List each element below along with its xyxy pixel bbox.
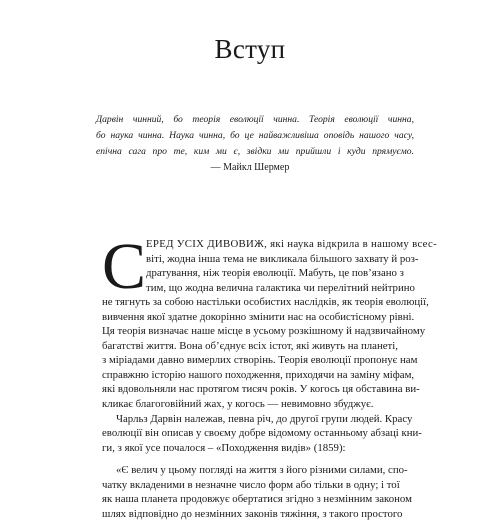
body-line: еволюції він описав у своєму добре відомому останньому абзаці кни-: [102, 427, 422, 440]
drop-cap: С: [102, 230, 147, 303]
body-text: [102, 230, 438, 521]
body-line: дратування, ніж теорія еволюції. Мабуть, це пов’язано з: [146, 267, 404, 280]
epigraph: [96, 112, 414, 160]
quote-gap: [102, 455, 392, 463]
page-title: Вступ: [214, 34, 286, 64]
body-line: вивчення якої здатне докорінно змінити нас на особистісному рівні.: [102, 310, 415, 323]
body-line: тим, що жодна велична галактика чи перелітний нейтрино: [146, 281, 415, 294]
body-line: ЕРЕД УСІХ ДИВОВИЖ, які наука відкрила в нашому всес-: [146, 238, 438, 250]
body-line: кликає благоговійний жах, у когось — невимовно збуджує.: [102, 398, 374, 411]
quote-line: як наша планета продовжує обертатися згідно з незмінним законом: [102, 493, 412, 506]
body-line: які вдовольняли нас протягом тисяч років. У когось ця обставина ви-: [102, 383, 420, 396]
epigraph-attribution: — Майкл Шермер: [210, 162, 290, 173]
epigraph-line: бо наука чинна. Наука чинна, бо це найважливіша оповідь нашого часу,: [96, 130, 414, 141]
body-line: багатстві життя. Вона об’єднує всіх істот, які живуть на планеті,: [102, 339, 398, 352]
body-line: віті, жодна інша тема не викликала більшого захвату й роз-: [146, 252, 419, 265]
epigraph-line: епічна сага про те, ким ми є, звідки ми прийшли і куди прямуємо.: [96, 146, 414, 157]
epigraph-line: Дарвін чинний, бо теорія еволюції чинна. Теорія еволюції чинна,: [96, 114, 414, 125]
quote-line: чатку вкладеними в незначне число форм або тільки в одну; і тої: [102, 478, 400, 491]
body-line: Ця теорія визначає наше місце в усьому розкішному й надзвичайному: [102, 325, 426, 338]
body-line: ги, з якої усе почалося – «Походження видів» (1859):: [102, 441, 346, 454]
quote-line: «Є велич у цьому погляді на життя з його різними силами, спо-: [116, 464, 408, 477]
quote-line: шлях відповідно до незмінних законів тяжіння, з такого простого: [102, 507, 403, 520]
body-line: справжню історію нашого походження, приходячи на заміну міфам,: [102, 368, 415, 381]
body-line: з міріадами давно вимерлих створінь. Теорія еволюції пропонує нам: [102, 354, 418, 367]
body-line: не тягнуть за собою настільки особистих наслідків, як теорія еволюції,: [102, 296, 429, 309]
body-line: Чарльз Дарвін належав, певна річ, до другої групи людей. Красу: [116, 412, 413, 425]
